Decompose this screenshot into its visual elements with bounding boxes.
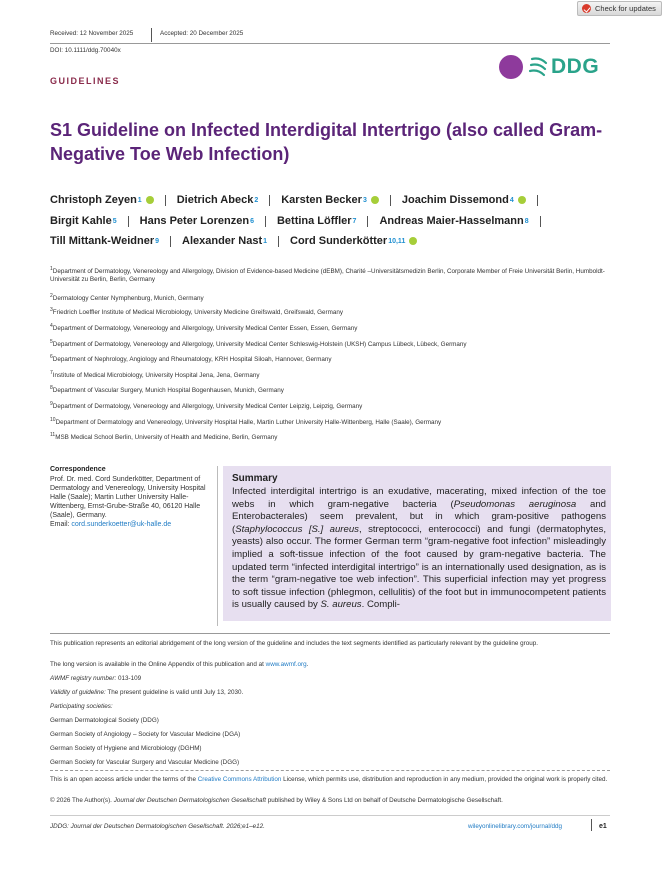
author-name[interactable]: Till Mittank-Weidner bbox=[50, 235, 155, 247]
author-affiliation-marker[interactable]: 6 bbox=[250, 217, 254, 225]
affiliation-text: Department of Nephrology, Angiology and Rheumatology, KRH Hospital Siloah, Hannover, Germany bbox=[52, 356, 332, 364]
author-row bbox=[50, 215, 552, 227]
author-affiliation-marker[interactable]: 1 bbox=[263, 237, 268, 245]
received-date: Received: 12 November 2025 bbox=[50, 30, 134, 37]
license-text: License, which permits use, distribution and reproduction in any medium, provided the original work is properly cited. bbox=[281, 776, 608, 783]
summary-text bbox=[232, 486, 606, 612]
logo-stroke bbox=[530, 71, 544, 76]
header-rule bbox=[50, 43, 610, 44]
orcid-icon[interactable] bbox=[371, 196, 379, 204]
cc-license-link[interactable]: Creative Commons Attribution bbox=[197, 776, 282, 783]
correspondence-address: Prof. Dr. med. Cord Sunderkötter, Department of Dermatology and Venereology, University Hospital Halle (Saale); Martin Luther University Halle-Wittenberg, Ernst-Grube-Straße 40, 06120 Halle (Saale), Germany. bbox=[50, 476, 206, 519]
check-for-updates-label: Check for updates bbox=[595, 4, 656, 13]
affiliation-number: 1 bbox=[50, 266, 53, 272]
affiliation-item bbox=[50, 431, 610, 442]
affiliation-item bbox=[50, 265, 610, 284]
orcid-icon[interactable] bbox=[409, 237, 417, 245]
footer-divider bbox=[591, 819, 592, 831]
section-label: GUIDELINES bbox=[50, 76, 121, 86]
affiliation-item bbox=[50, 353, 610, 364]
author-separator bbox=[540, 216, 541, 227]
affiliation-number: 8 bbox=[50, 385, 53, 391]
doi: DOI: 10.1111/ddg.70040x bbox=[50, 47, 121, 54]
affiliation-number: 6 bbox=[50, 354, 53, 360]
awmf-link[interactable]: www.awmf.org bbox=[265, 661, 307, 668]
author-separator bbox=[265, 216, 266, 227]
validity-note bbox=[50, 689, 243, 697]
correspondence-divider bbox=[217, 466, 218, 626]
society-item: German Society of Hygiene and Microbiology (DGHM) bbox=[50, 745, 202, 752]
orcid-icon[interactable] bbox=[146, 196, 154, 204]
author-separator bbox=[165, 195, 166, 206]
journal-name: Journal der Deutschen Dermatologischen Gesellschaft bbox=[113, 797, 266, 804]
affiliation-text: Department of Vascular Surgery, Munich Hospital Bogenhausen, Munich, Germany bbox=[52, 387, 284, 395]
footer-rule bbox=[50, 815, 610, 816]
affiliation-number: 3 bbox=[50, 307, 53, 313]
license-rule bbox=[50, 770, 610, 771]
summary-text-run: and Enterobacterales) seem prevalent, but in which gram-positive pathogens ( bbox=[232, 498, 606, 535]
author-separator bbox=[269, 195, 270, 206]
license-text: This is an open access article under the terms of the bbox=[50, 776, 198, 783]
author-name[interactable]: Karsten Becker bbox=[281, 194, 362, 206]
summary-text-run: . Compli- bbox=[361, 599, 400, 611]
page-number: e1 bbox=[599, 823, 607, 830]
summary-text-run: Infected interdigital intertrigo is an exudative, macerating, mixed infection of the toe webs in which gram-negative bacteria ( bbox=[232, 486, 606, 510]
author-name[interactable]: Joachim Dissemond bbox=[401, 194, 509, 206]
author-separator bbox=[278, 236, 279, 247]
summary-text-run: , streptococci, enterococci) and fungi (dermatophytes, yeasts) also occur. The former German term “gram-negative foot infection” misleadingly implied a soft-tissue infection of the foot caused by gram-negative bacteria. The updated term “infected interdigital intertrigo” is an internationally used designation, as is the term “gram-negative toe web infection”. This superficial infection may yet progress to soft tissue infection (phlegmon, cellulitis) of the foot but in immunocompetent patients is usually caused by bbox=[232, 523, 606, 611]
affiliation-text: Department of Dermatology, Venereology and Allergology, University Medical Center Leipzig, Leipzig, Germany bbox=[52, 403, 363, 411]
affiliation-text: Department of Dermatology, Venereology and Allergology, University Medical Center Essen, Essen, Germany bbox=[52, 325, 358, 333]
correspondence-title: Correspondence bbox=[50, 466, 106, 473]
author-affiliation-marker[interactable]: 4 bbox=[509, 196, 514, 204]
author-affiliation-marker[interactable]: 7 bbox=[352, 217, 357, 225]
article-title: S1 Guideline on Infected Interdigital Intertrigo (also called Gram-Negative Toe Web Infection) bbox=[50, 120, 603, 164]
accepted-date: Accepted: 20 December 2025 bbox=[160, 30, 244, 37]
orcid-icon[interactable] bbox=[518, 196, 526, 204]
summary-italic-run: Staphylococcus [S.] aureus bbox=[235, 523, 359, 535]
affiliation-item bbox=[50, 338, 610, 349]
affiliation-item bbox=[50, 322, 610, 333]
affiliation-text: Department of Dermatology, Venereology and Allergology, Division of Evidence-based Medicine (dEBM), Charité –Universitätsmedizin Berlin, Corporate Member of Freie Universität Berlin, Humboldt-Universität zu Berlin, Berlin, Germany bbox=[50, 268, 605, 284]
header-divider bbox=[151, 28, 152, 42]
affiliation-text: MSB Medical School Berlin, University of Health and Medicine, Berlin, Germany bbox=[55, 434, 278, 442]
awmf-label: AWMF registry number: bbox=[50, 675, 117, 682]
author-affiliation-marker[interactable]: 3 bbox=[362, 196, 367, 204]
long-version-note bbox=[50, 661, 308, 669]
author-name[interactable]: Hans Peter Lorenzen bbox=[139, 215, 250, 227]
affiliation-item bbox=[50, 369, 610, 380]
society-item: German Society for Vascular Surgery and Vascular Medicine (DGG) bbox=[50, 759, 240, 766]
summary-title: Summary bbox=[232, 473, 278, 484]
correspondence-email-link[interactable]: cord.sunderkoetter@uk-halle.de bbox=[71, 521, 172, 528]
awmf-value: 013-109 bbox=[116, 675, 142, 682]
ddg-logo-text: DDG bbox=[551, 55, 600, 78]
long-version-text: The long version is available in the Online Appendix of this publication and at bbox=[50, 661, 266, 668]
participating-text: Participating societies: bbox=[50, 703, 113, 710]
summary-italic-run: S. aureus bbox=[320, 599, 362, 611]
author-affiliation-marker[interactable]: 1 bbox=[137, 196, 142, 204]
author-name[interactable]: Alexander Nast bbox=[182, 235, 263, 247]
abridgement-note: This publication represents an editorial abridgement of the long version of the guideline and includes the text segments identified as particularly relevant by the guideline group. bbox=[50, 640, 538, 647]
affiliation-text: Institute of Medical Microbiology, University Hospital Jena, Jena, Germany bbox=[52, 372, 260, 380]
author-separator bbox=[537, 195, 538, 206]
participating-label bbox=[50, 703, 113, 711]
society-item: German Society of Angiology – Society for Vascular Medicine (DGA) bbox=[50, 731, 241, 738]
affiliation-text: Dermatology Center Nymphenburg, Munich, Germany bbox=[52, 295, 204, 303]
check-for-updates-button[interactable] bbox=[577, 1, 662, 16]
notes-rule bbox=[50, 633, 610, 634]
author-name[interactable]: Cord Sunderkötter bbox=[290, 235, 388, 247]
copyright-note bbox=[50, 797, 610, 805]
author-separator bbox=[170, 236, 171, 247]
copyright-text: published by Wiley & Sons Ltd on behalf of Deutsche Dermatologische Gesellschaft. bbox=[265, 797, 503, 804]
author-name[interactable]: Bettina Löffler bbox=[276, 215, 352, 227]
copyright-text: © 2026 The Author(s). bbox=[50, 797, 114, 804]
author-row bbox=[50, 235, 417, 247]
affiliation-item bbox=[50, 306, 610, 317]
validity-label: Validity of guideline: bbox=[50, 689, 106, 696]
correspondence-body bbox=[50, 475, 210, 529]
affiliation-text: Department of Dermatology and Venereology, University Hospital Halle, Martin Luther University Halle-Wittenberg, Halle (Saale), Germany bbox=[55, 419, 442, 427]
author-affiliation-marker[interactable]: 9 bbox=[155, 237, 160, 245]
footer-journal-link[interactable]: wileyonlinelibrary.com/journal/ddg bbox=[468, 823, 563, 830]
affiliation-number: 7 bbox=[50, 370, 53, 376]
validity-value: The present guideline is valid until July 13, 2030. bbox=[105, 689, 244, 696]
affiliation-item bbox=[50, 400, 610, 411]
author-separator bbox=[390, 195, 391, 206]
open-access-note bbox=[50, 776, 610, 784]
affiliation-item bbox=[50, 416, 610, 427]
author-separator bbox=[367, 216, 368, 227]
logo-stroke bbox=[532, 59, 546, 64]
society-item: German Dermatological Society (DDG) bbox=[50, 717, 159, 724]
affiliation-number: 10 bbox=[50, 417, 56, 423]
affiliation-number: 9 bbox=[50, 401, 53, 407]
affiliation-number: 11 bbox=[50, 432, 56, 438]
author-name[interactable]: Andreas Maier-Hasselmann bbox=[379, 215, 524, 227]
journal-circle-icon bbox=[499, 55, 523, 79]
affiliation-item bbox=[50, 384, 610, 395]
author-separator bbox=[128, 216, 129, 227]
footer-citation: JDDG: Journal der Deutschen Dermatologischen Gesellschaft. 2026;e1–e12. bbox=[50, 823, 265, 830]
author-name[interactable]: Christoph Zeyen bbox=[50, 194, 137, 206]
logo-stroke bbox=[531, 65, 545, 70]
affiliation-item bbox=[50, 292, 610, 303]
author-row bbox=[50, 194, 549, 206]
summary-italic-run: Pseudomonas aeruginosa bbox=[453, 498, 577, 510]
affiliation-number: 2 bbox=[50, 293, 53, 299]
affiliation-text: Department of Dermatology, Venereology and Allergology, University Medical Center Schleswig-Holstein (UKSH) Campus Lübeck, Lübeck, Germany bbox=[52, 341, 467, 349]
affiliation-text: Friedrich Loeffler Institute of Medical Microbiology, University Medicine Greifswald, Greifswald, Germany bbox=[52, 309, 344, 317]
author-affiliation-marker[interactable]: 8 bbox=[524, 217, 529, 225]
author-affiliation-marker[interactable]: 5 bbox=[112, 217, 117, 225]
author-name[interactable]: Birgit Kahle bbox=[50, 215, 112, 227]
awmf-registry bbox=[50, 675, 141, 683]
affiliation-number: 4 bbox=[50, 323, 53, 329]
long-version-suffix: . bbox=[306, 661, 309, 668]
author-affiliation-marker[interactable]: 2 bbox=[254, 196, 259, 204]
affiliation-number: 5 bbox=[50, 339, 53, 345]
author-name[interactable]: Dietrich Abeck bbox=[176, 194, 254, 206]
author-affiliation-marker[interactable]: 10,11 bbox=[388, 237, 406, 245]
check-icon bbox=[582, 4, 591, 13]
email-label: Email: bbox=[50, 521, 72, 528]
